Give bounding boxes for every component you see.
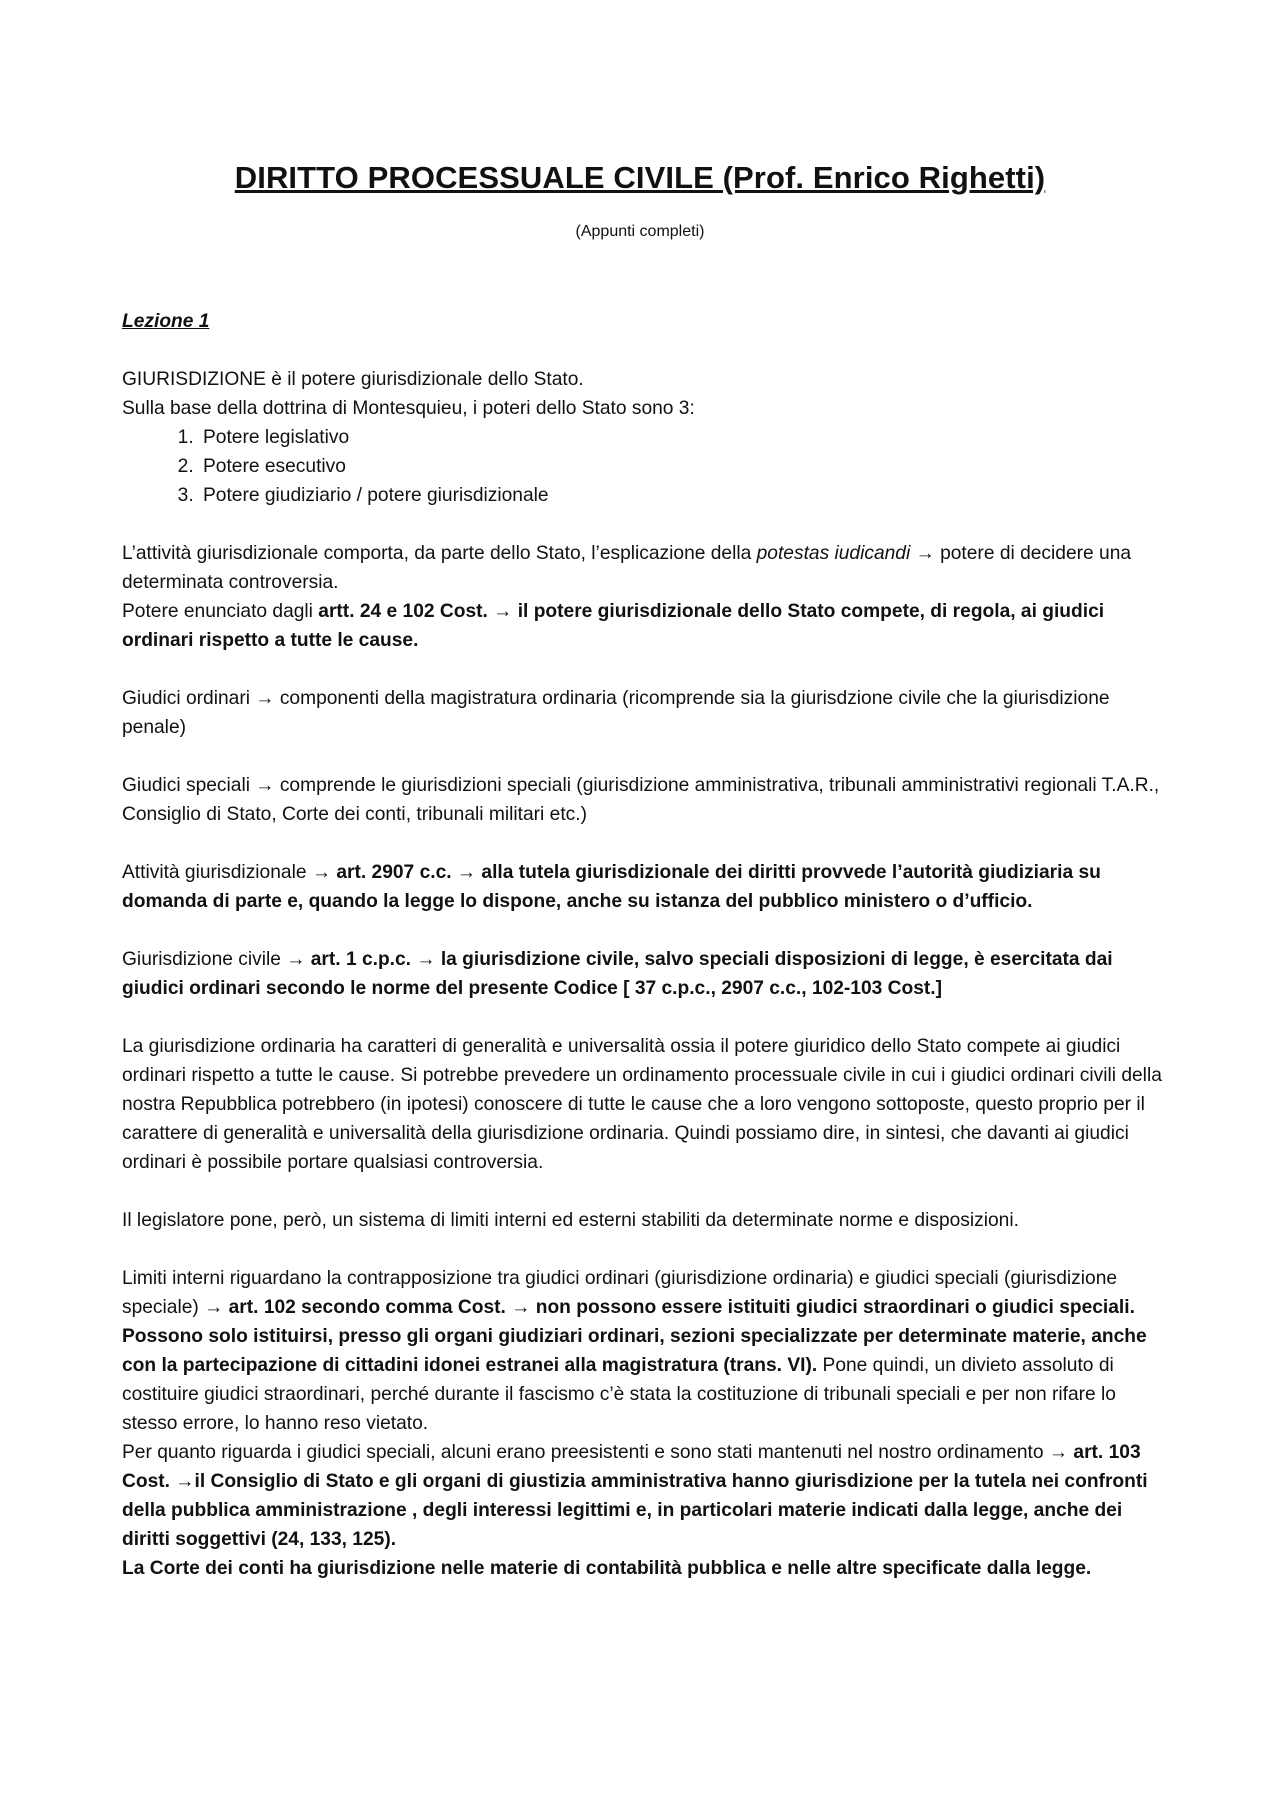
spacer [122, 742, 1164, 771]
paragraph-limiti-interni [122, 1264, 1164, 1438]
list-item: 1. Potere legislativo [199, 423, 1164, 452]
spacer [122, 1177, 1164, 1206]
spacer [122, 655, 1164, 684]
spacer [122, 829, 1164, 858]
bold-citation: art. 103 Cost. →il Consiglio di Stato e gli organi di giustizia amministrativa hanno giurisdizione per la tutela nei confronti della pubblica amministrazione , degli interessi legittimi e, in particolari materie indicati dalla legge, anche dei diritti soggettivi (24, 133, 125). [122, 1442, 1148, 1550]
spacer [122, 336, 1164, 365]
spacer [122, 916, 1164, 945]
list-item: 3. Potere giudiziario / potere giurisdizionale [199, 481, 1164, 510]
spacer [122, 1003, 1164, 1032]
page-title: DIRITTO PROCESSUALE CIVILE (Prof. Enrico Righetti) [234, 160, 1046, 195]
paragraph-art-2907 [122, 858, 1164, 916]
paragraph-generalita: La giurisdizione ordinaria ha caratteri di generalità e universalità ossia il potere giuridico dello Stato compete ai giudici ordinari rispetto a tutte le cause. Si potrebbe prevedere un ordinamento processuale civile in cui i giudici ordinari civili della nostra Repubblica potrebbero (in ipotesi) conoscere di tutte le cause che a loro vengono sottoposte, questo proprio per il carattere di generalità e universalità della giurisdizione ordinaria. Quindi possiamo dire, in sintesi, che davanti ai giudici ordinari è possibile portare qualsiasi controversia. [122, 1036, 1162, 1173]
paragraph-potestas [122, 539, 1164, 597]
italic-term: potestas iudicandi [756, 543, 911, 564]
intro-line-2: Sulla base della dottrina di Montesquieu, i poteri dello Stato sono 3: [122, 398, 695, 419]
paragraph-art-103 [122, 1438, 1164, 1554]
text-run: Pone quindi, un divieto assoluto di costituire giudici straordinari, perché durante il fascismo c’è stata la costituzione di tribunali speciali e per non rifare lo stesso errore, lo hanno reso vietato. [122, 1355, 1116, 1434]
spacer [122, 510, 1164, 539]
paragraph-art-1-cpc [122, 945, 1164, 1003]
text-run: Potere enunciato dagli [122, 601, 319, 622]
powers-list [122, 423, 1164, 510]
paragraph-corte-conti [122, 1554, 1164, 1583]
text-run: L’attività giurisdizionale comporta, da parte dello Stato, l’esplicazione della [122, 543, 757, 564]
text-run: Attività giurisdizionale → [122, 862, 337, 883]
paragraph-artt-24-102 [122, 597, 1164, 655]
paragraph-giudici-ordinari: Giudici ordinari → componenti della magistratura ordinaria (ricomprende sia la giurisdzione civile che la giurisdizione penale) [122, 688, 1110, 738]
bold-citation: art. 102 secondo comma Cost. → non possono essere istituiti giudici straordinari o giudici speciali. Possono solo istituirsi, presso gli organi giudiziari ordinari, sezioni specializzate per determinate materie, anche con la partecipazione di cittadini idonei estranei alla magistratura (trans. VI). [122, 1297, 1147, 1376]
spacer [122, 1235, 1164, 1264]
bold-citation: artt. 24 e 102 Cost. → il potere giurisdizionale dello Stato compete, di regola, ai giudici ordinari rispetto a tutte le cause. [122, 601, 1105, 651]
document-body [122, 307, 1164, 1583]
text-run: Giurisdizione civile → [122, 949, 311, 970]
bold-citation: art. 1 c.p.c. → la giurisdizione civile, salvo speciali disposizioni di legge, è esercitata dai giudici ordinari secondo le norme del presente Codice [ 37 c.p.c., 2907 c.c., 102-103 Cost.] [122, 949, 1113, 999]
page-subtitle: (Appunti completi) [575, 223, 705, 240]
paragraph-giudici-speciali: Giudici speciali → comprende le giurisdizioni speciali (giurisdizione amministrativa, tribunali amministrativi regionali T.A.R., Consiglio di Stato, Corte dei conti, tribunali militari etc.) [122, 775, 1160, 825]
bold-citation: La Corte dei conti ha giurisdizione nelle materie di contabilità pubblica e nelle altre specificate dalla legge. [122, 1558, 1092, 1579]
paragraph-limiti: Il legislatore pone, però, un sistema di limiti interni ed esterni stabiliti da determinate norme e disposizioni. [122, 1210, 1019, 1231]
text-run: Limiti interni riguardano la contrapposizione tra giudici ordinari (giurisdizione ordinaria) e giudici speciali (giurisdizione speciale) → [122, 1268, 1118, 1318]
intro-line-1: GIURISDIZIONE è il potere giurisdizionale dello Stato. [122, 369, 584, 390]
bold-citation: art. 2907 c.c. → alla tutela giurisdizionale dei diritti provvede l’autorità giudiziaria su domanda di parte e, quando la legge lo dispone, anche su istanza del pubblico ministero o d’ufficio. [122, 862, 1101, 912]
text-run: Per quanto riguarda i giudici speciali, alcuni erano preesistenti e sono stati mantenuti nel nostro ordinamento → [122, 1442, 1074, 1463]
list-item: 2. Potere esecutivo [199, 452, 1164, 481]
lesson-heading: Lezione 1 [122, 311, 210, 332]
text-run: → potere di decidere una determinata controversia. [122, 543, 1132, 593]
